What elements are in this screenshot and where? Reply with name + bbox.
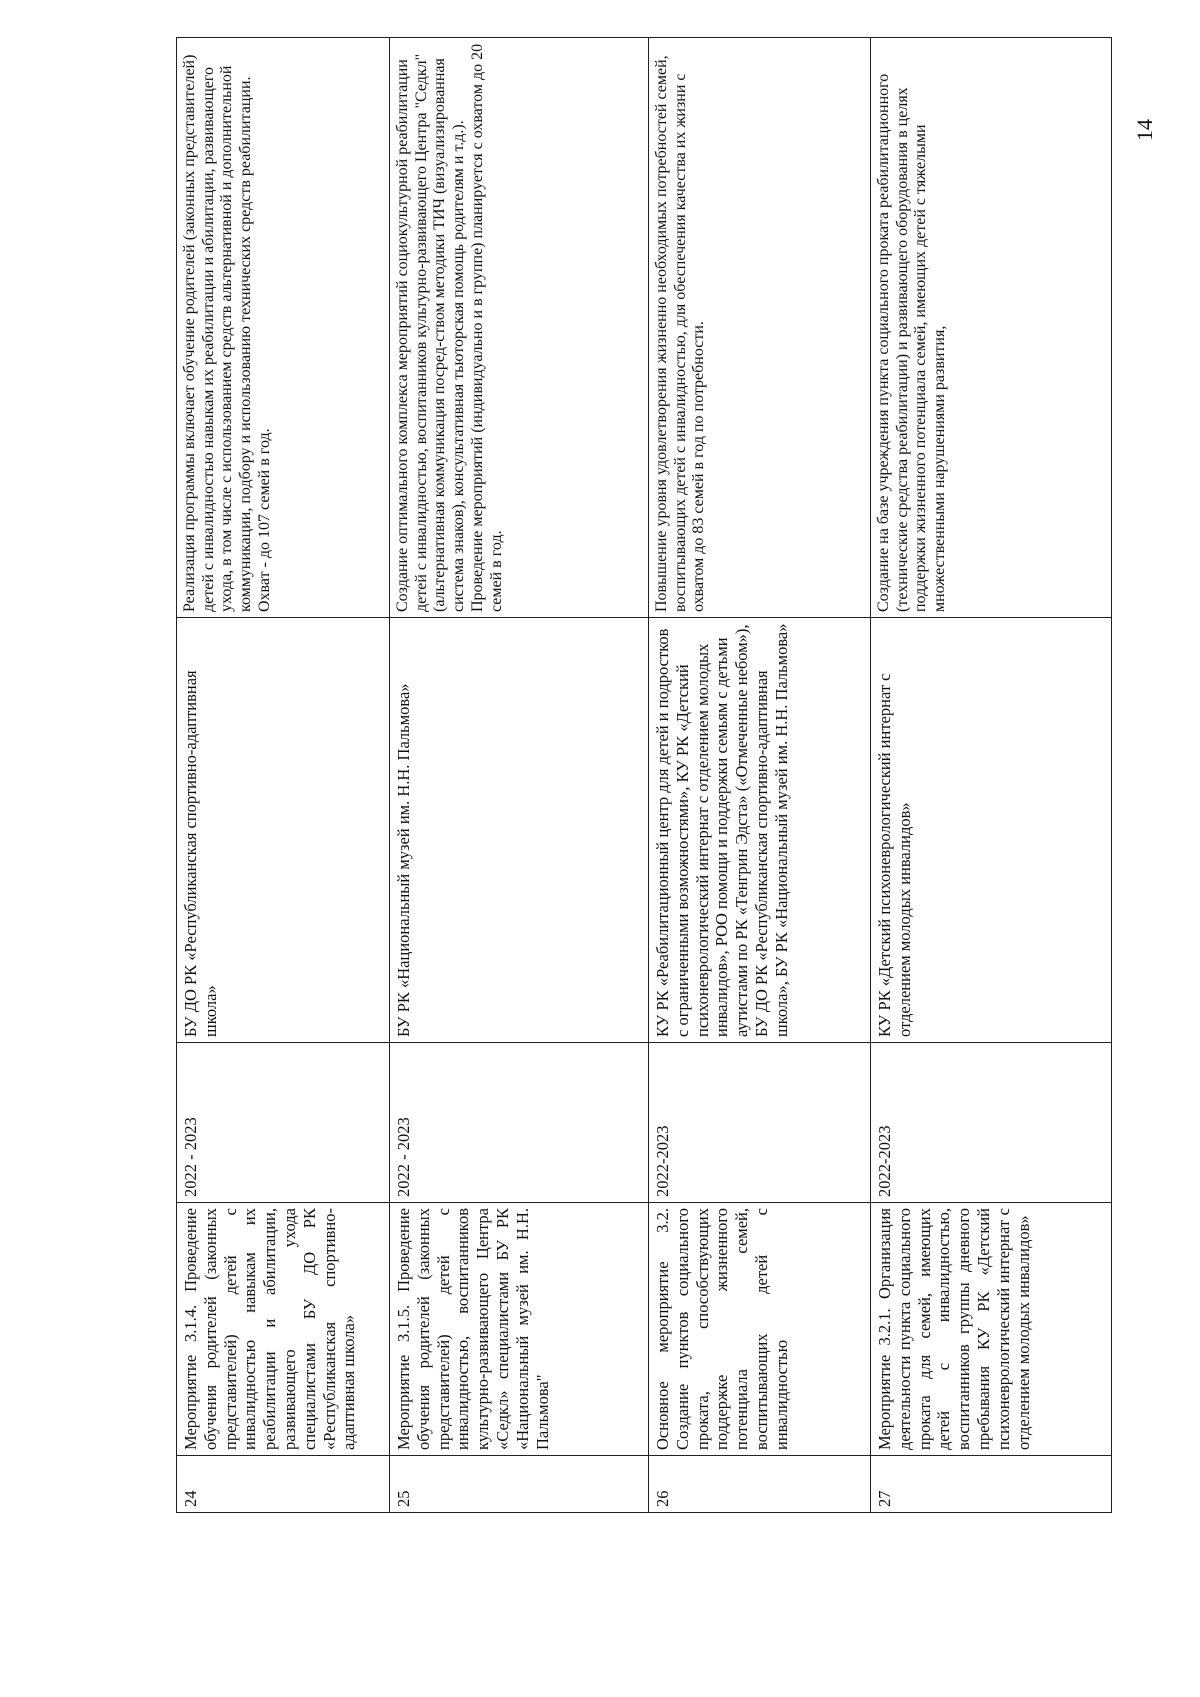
table-row xyxy=(390,38,649,1513)
implementation-period: 2022-2023 xyxy=(649,1043,871,1203)
measure-description: Мероприятие 3.1.4. Проведение обучения родителей (законных представителей) детей с инвалидностью навыкам их реабилитации и абилитации, развивающего ухода специалистами БУ ДО РК «Республиканская спортивно-адаптивная школа» xyxy=(177,1203,390,1456)
executor: КУ РК «Детский психоневрологический интернат с отделением молодых инвалидов» xyxy=(871,618,1112,1043)
measure-description: Мероприятие 3.2.1. Организация деятельности пункта социального проката для семей, имеющих детей с инвалидностью, воспитанников группы дневного пребывания КУ РК «Детский психоневрологический интернат с отделением молодых инвалидов» xyxy=(871,1203,1112,1456)
row-number: 27 xyxy=(871,1456,1112,1513)
table-container xyxy=(176,38,1111,1513)
table-row xyxy=(871,38,1112,1513)
table-row xyxy=(649,38,871,1513)
implementation-period: 2022 - 2023 xyxy=(390,1043,649,1203)
measure-description: Основное мероприятие 3.2. Создание пунктов социального проката, способствующих поддержке жизненного потенциала семей, воспитывающих детей с инвалидностью xyxy=(649,1203,871,1456)
implementation-period: 2022-2023 xyxy=(871,1043,1112,1203)
activities-table xyxy=(176,37,1112,1513)
row-number: 24 xyxy=(177,1456,390,1513)
executor: КУ РК «Реабилитационный центр для детей и подростков с ограниченными возможностями», КУ РК «Детский психоневрологический интернат с отделением молодых инвалидов», РОО помощи и поддержки семьям с детьми аутистами по РК «Тенгрин Эдста» («Отмеченные небом»), БУ ДО РК «Республиканская спортивно-адаптивная школа», БУ РК «Национальный музей им. Н.Н. Пальмова» xyxy=(649,618,871,1043)
table-row xyxy=(177,38,390,1513)
implementation-period: 2022 - 2023 xyxy=(177,1043,390,1203)
measure-description: Мероприятие 3.1.5. Проведение обучения родителей (законных представителей) детей с инвалидностью, воспитанников культурно-развивающего Центра «Седкл» специалистами БУ РК «Национальный музей им. Н.Н. Пальмова" xyxy=(390,1203,649,1456)
expected-result: Повышение уровня удовлетворения жизненно необходимых потребностей семей, воспитывающих детей с инвалидностью, для обеспечения качества их жизни с охватом до 83 семей в год по потребности. xyxy=(649,38,871,618)
page-number: 14 xyxy=(1132,119,1157,141)
expected-result: Создание на базе учреждения пункта социального проката реабилитационного (технические средства реабилитации) и развивающего оборудования в целях поддержки жизненного потенциала семей, имеющих детей с тяжелыми множественными нарушениями развития, xyxy=(871,38,1112,618)
executor: БУ ДО РК «Республиканская спортивно-адаптивная школа» xyxy=(177,618,390,1043)
row-number: 25 xyxy=(390,1456,649,1513)
executor: БУ РК «Национальный музей им. Н.Н. Пальмова» xyxy=(390,618,649,1043)
expected-result: Создание оптимального комплекса мероприятий социокультурной реабилитации детей с инвалидностью, воспитанников культурно-развивающего Центра "Седкл" (альтернативная коммуникация посред-ством методики ТИЧ (визуализированная система знаков), консультативная тьюторская помощь родителям и т.д.). Проведение мероприятий (индивидуально и в группе) планируется с охватом до 20 семей в год. xyxy=(390,38,649,618)
expected-result: Реализация программы включает обучение родителей (законных представителей) детей с инвалидностью навыкам их реабилитации и абилитации, развивающего ухода, в том числе с использованием средств альтернативной и дополнительной коммуникации, подбору и использованию технических средств реабилитации. Охват - до 107 семей в год. xyxy=(177,38,390,618)
row-number: 26 xyxy=(649,1456,871,1513)
